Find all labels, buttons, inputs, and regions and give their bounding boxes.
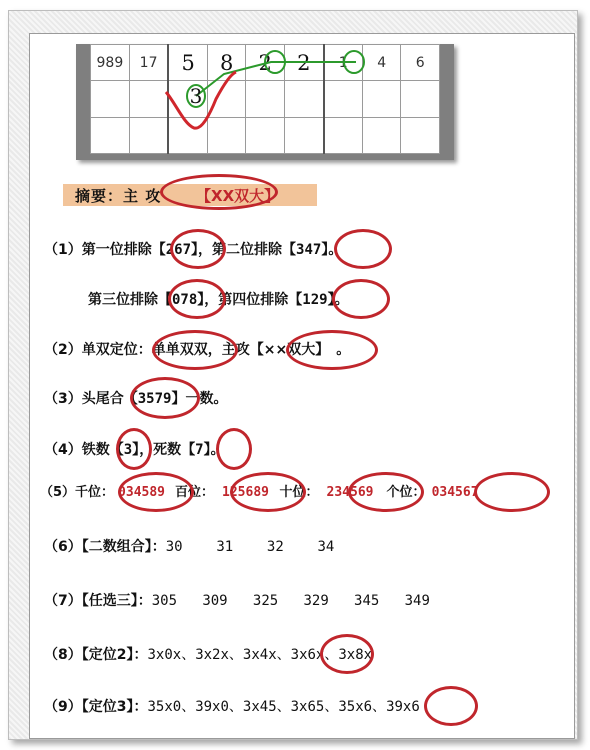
table-cell: 5 [168,45,207,81]
text-line [44,240,342,260]
red-oval-mark [334,229,392,269]
line-value: 【129】 [288,292,335,308]
line-value: 单单双双 [151,342,208,358]
line-text: 。 [328,242,343,258]
line-value: 【078】 [158,292,205,308]
text-line [44,591,430,611]
line-value: 【××双大】 [249,342,323,358]
line-value: 【267】 [151,242,199,258]
line-text: ，第二位排除 [198,242,283,258]
text-line [40,483,479,503]
table-cell: 6 [401,45,440,81]
line-value: 234569 [326,485,374,500]
line-value: 034589 [118,485,166,500]
table-cell: 17 [129,45,168,81]
text-line [44,340,350,360]
number-table-box [76,44,454,160]
red-oval-mark [474,472,550,512]
line-text: 。 [210,442,225,458]
line-text: ，第四位排除 [204,292,289,308]
text-line [44,440,225,460]
line-text: 。 [336,342,351,358]
line-value: 30 31 32 34 [165,539,335,555]
line-text: （2）单双定位： [44,342,152,358]
circled-digit: 3 [189,84,203,108]
line-value: 【3579】 [123,391,186,407]
table-cell: 989 [91,45,130,81]
text-line [44,645,372,665]
line-value: 【347】 [282,242,329,258]
red-oval-mark [424,686,478,726]
table-cell: 2 [246,45,285,81]
text-line [44,537,334,557]
text-line [44,697,420,717]
line-text: （4）铁数 [44,442,110,458]
content-area [29,33,575,739]
line-text: （8）【定位2】： [44,647,148,663]
line-text: 。 [334,292,349,308]
line-value: 034567 [431,485,479,500]
line-text: （5）千位： [40,485,115,500]
table-cell: 4 [362,45,400,81]
line-value: 【3】 [109,442,140,458]
line-text: 百位： [175,485,215,500]
line-text: （6）【二数组合】： [44,539,166,555]
line-value: 【7】 [181,442,211,458]
summary-value: 【XX双大】 [196,187,280,205]
page-frame [8,10,578,740]
summary-label: 摘要：主 攻 [75,187,162,205]
line-value: 3x6x [290,647,325,663]
line-text: （3）头尾合 [44,391,124,407]
line-text: 十位： [275,485,319,500]
line-text: 3x0x、3x2x、3x4x、 [147,647,291,663]
table-cell: 1 [324,45,363,81]
line-value: 305 309 325 329 345 349 [151,593,430,609]
line-text: （7）【任选三】： [44,593,152,609]
line-text: ，死数 [139,442,182,458]
line-value: 125689 [222,485,269,500]
line-text: 35x0、39x0、3x45、3x65、35x6、 [147,699,387,715]
table-cell: 8 [207,45,246,81]
text-line [44,389,227,409]
line-text: 个位： [377,485,426,500]
line-value: 39x6 [386,699,420,715]
line-text: 、3x8x [324,647,373,663]
line-text: （9）【定位3】： [44,699,148,715]
line-text: 一数。 [185,391,228,407]
table-cell: 2 [285,45,324,81]
table-markup-overlay [76,44,454,160]
text-line [88,290,349,310]
line-text: （1）第一位排除 [44,242,152,258]
line-text: ，主攻 [207,342,250,358]
summary-bar [63,184,317,206]
line-text: 第三位排除 [88,292,158,308]
